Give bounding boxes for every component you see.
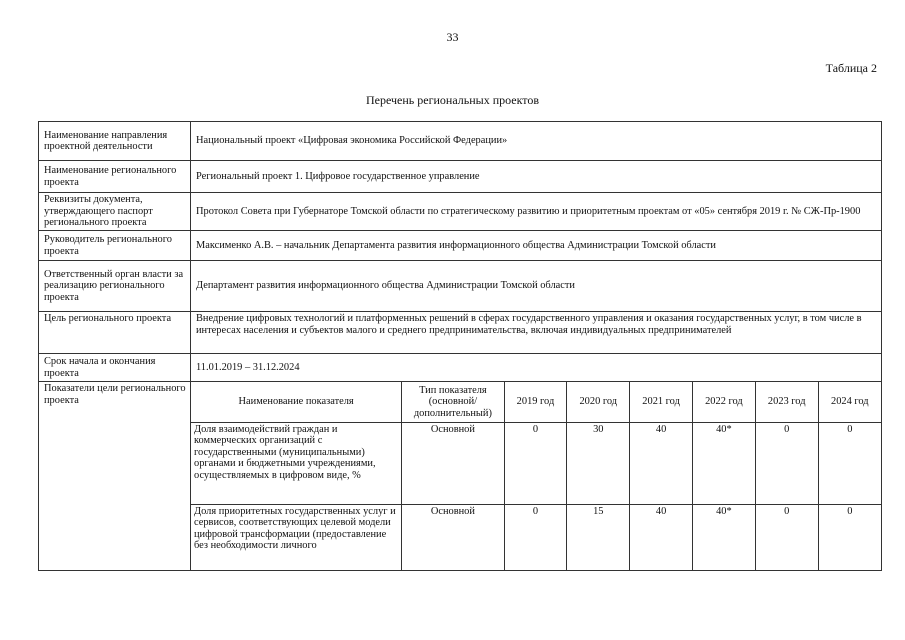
indicator-name: Доля взаимодействий граждан и коммерческих организаций с государственными (муниципальными) органами и бюджетными учреждениями, осуществляемых в цифровом виде, % [191, 422, 402, 504]
indicators-table [191, 382, 881, 570]
indicators-cell [191, 382, 882, 571]
row-value: Внедрение цифровых технологий и платформенных решений в сферах государственного управления и оказания государственных услуг, в том числе в интересах населения и субъектов малого и среднего предпринимательства, включая индивидуальных предпринимателей [191, 312, 882, 354]
row-label: Ответственный орган власти за реализацию регионального проекта [39, 261, 191, 312]
table-row [39, 312, 882, 354]
document-title: Перечень региональных проектов [365, 93, 540, 107]
indicator-value-2021: 40 [630, 422, 693, 504]
row-label: Наименование направления проектной деятельности [39, 122, 191, 161]
row-value: Региональный проект 1. Цифровое государственное управление [191, 161, 882, 193]
row-value: Департамент развития информационного общества Администрации Томской области [191, 261, 882, 312]
row-label: Наименование регионального проекта [39, 161, 191, 193]
table-row [39, 161, 882, 193]
table-row [39, 354, 882, 382]
header-year-2020: 2020 год [567, 382, 630, 422]
indicator-row [191, 422, 881, 504]
indicators-header-row [191, 382, 881, 422]
projects-table [38, 121, 882, 571]
table-row [39, 231, 882, 261]
indicator-value-2023: 0 [755, 504, 818, 570]
indicator-type: Основной [402, 504, 504, 570]
indicator-value-2024: 0 [818, 504, 881, 570]
table-row [39, 193, 882, 231]
header-indicator-name: Наименование показателя [191, 382, 402, 422]
header-indicator-type: Тип показателя (основной/ дополнительный) [402, 382, 504, 422]
indicator-row [191, 504, 881, 570]
header-year-2019: 2019 год [504, 382, 567, 422]
row-value: Протокол Совета при Губернаторе Томской области по стратегическому развитию и приоритетным проектам от «05» сентября 2019 г. № СЖ-Пр-1900 [191, 193, 882, 231]
row-label: Реквизиты документа, утверждающего паспорт регионального проекта [39, 193, 191, 231]
indicator-value-2021: 40 [630, 504, 693, 570]
page-number: 33 [446, 30, 459, 44]
indicator-value-2024: 0 [818, 422, 881, 504]
indicator-value-2023: 0 [755, 422, 818, 504]
indicator-value-2019: 0 [504, 422, 567, 504]
indicator-type: Основной [402, 422, 504, 504]
row-label: Показатели цели регионального проекта [39, 382, 191, 571]
table-row [39, 122, 882, 161]
table-row [39, 261, 882, 312]
header-year-2023: 2023 год [755, 382, 818, 422]
row-label: Срок начала и окончания проекта [39, 354, 191, 382]
indicator-name: Доля приоритетных государственных услуг и сервисов, соответствующих целевой модели цифровой трансформации (предоставление без необходимости личного [191, 504, 402, 570]
row-label: Руководитель регионального проекта [39, 231, 191, 261]
indicator-value-2022: 40* [693, 422, 756, 504]
row-value: Национальный проект «Цифровая экономика Российской Федерации» [191, 122, 882, 161]
header-year-2022: 2022 год [693, 382, 756, 422]
indicator-value-2020: 30 [567, 422, 630, 504]
table-row [39, 382, 882, 571]
indicator-value-2019: 0 [504, 504, 567, 570]
header-year-2021: 2021 год [630, 382, 693, 422]
row-value: 11.01.2019 – 31.12.2024 [191, 354, 882, 382]
indicator-value-2022: 40* [693, 504, 756, 570]
header-year-2024: 2024 год [818, 382, 881, 422]
row-value: Максименко А.В. – начальник Департамента развития информационного общества Администрации Томской области [191, 231, 882, 261]
indicator-value-2020: 15 [567, 504, 630, 570]
row-label: Цель регионального проекта [39, 312, 191, 354]
table-label: Таблица 2 [825, 61, 877, 75]
